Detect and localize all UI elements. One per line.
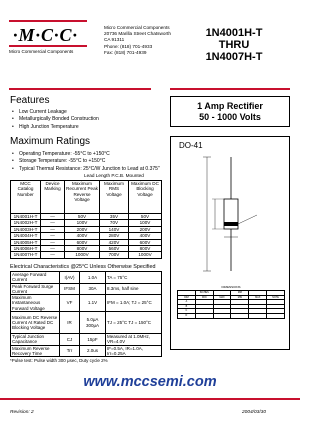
table-cell: 1N4003H-T: [11, 226, 41, 232]
rating-item: • Typical Thermal Resistance: 25°C/W Junction to Lead at 0.375": [12, 166, 160, 173]
table-cell: 1N4002H-T: [11, 220, 41, 226]
cathode-band: [224, 222, 238, 226]
address-line: Micro Commercial Components: [104, 25, 170, 30]
table-cell: 140V: [100, 226, 129, 232]
rating-item: • Operating Temperature: -55°C to +150°C: [12, 151, 160, 158]
ratings-list: [12, 151, 160, 173]
address-line: 20736 Marilla Street Chatsworth: [104, 31, 171, 37]
table-cell: 1000V: [129, 252, 162, 258]
table-row: [11, 312, 162, 334]
table-cell: 200V: [65, 226, 100, 232]
table-cell: [249, 313, 267, 318]
table-cell: 100V: [65, 220, 100, 226]
feature-item: • Metallurgically Bonded Construction: [12, 116, 99, 123]
table-cell: —: [41, 226, 65, 232]
revision-date: 2004/03/30: [242, 410, 267, 415]
feature-item: • Low Current Leakage: [12, 109, 99, 116]
rating-item: • Storage Temperature: -55°C to +150°C: [12, 158, 160, 165]
table-cell: INCHES: [195, 291, 213, 296]
table-cell: Maximum DC Reverse Current At Rated DC Blocking Voltage: [11, 312, 60, 334]
feature-item: • High Junction Temperature: [12, 124, 99, 131]
table-cell: 400V: [129, 233, 162, 239]
table-cell: 5.0μA 300μA: [80, 312, 106, 334]
company-address: [104, 25, 171, 56]
table-cell: 600V: [65, 239, 100, 245]
table-cell: IR: [60, 312, 80, 334]
table-cell: 800V: [129, 246, 162, 252]
table-cell: Average Forward Current: [11, 272, 60, 284]
table-cell: 50V: [65, 214, 100, 220]
table-cell: [195, 313, 213, 318]
address-line: CA 91311: [104, 37, 125, 43]
ratings-header-cell: Maximum RMS Voltage: [100, 181, 129, 214]
table-cell: VF: [60, 295, 80, 312]
table-cell: Typical Junction Capacitance: [11, 334, 60, 346]
table-cell: Peak Forward Surge Current: [11, 283, 60, 295]
table-cell: —: [41, 214, 65, 220]
dimensions-table: [177, 290, 285, 319]
ratings-header-cell: MCC Catalog Number: [11, 181, 41, 214]
table-cell: 70V: [100, 220, 129, 226]
address-line: Fax: (818) 701-4939: [104, 49, 147, 55]
table-cell: TJ = 25°C TJ = 150°C: [106, 312, 162, 334]
table-cell: —: [41, 239, 65, 245]
electrical-heading: Electrical Characteristics @25°C Unless Otherwise Specified: [10, 264, 156, 270]
electrical-table: [10, 271, 162, 357]
website-link[interactable]: www.mccsemi.com: [83, 374, 217, 390]
logo-tagline: Micro Commercial Components: [9, 49, 74, 54]
table-cell: 15pF: [80, 334, 106, 346]
table-cell: 1N4005H-T: [11, 239, 41, 245]
table-cell: Maximum Instantaneous Forward Voltage: [11, 295, 60, 312]
logo-bottom-bar: [9, 45, 87, 47]
table-cell: —: [41, 220, 65, 226]
table-row: [11, 334, 162, 346]
table-cell: 1N4001H-T: [11, 214, 41, 220]
footer-rule: [0, 398, 300, 400]
pulse-test-note: *Pulse test: Pulse width 300 μsec, Duty cycle 2%: [10, 358, 108, 363]
description-rule: [170, 88, 290, 90]
table-cell: —: [41, 252, 65, 258]
table-cell: MIN: [231, 295, 249, 300]
logo-top-bar: [9, 20, 87, 22]
table-cell: NOTE: [267, 295, 285, 300]
table-cell: 50V: [129, 214, 162, 220]
table-cell: MIN: [195, 295, 213, 300]
table-cell: MAX: [249, 295, 267, 300]
table-row: [11, 272, 162, 284]
package-title: DO-41: [179, 141, 203, 150]
table-row: [11, 295, 162, 312]
features-rule: [9, 88, 151, 90]
mcc-logo: [9, 14, 97, 58]
table-cell: [267, 313, 285, 318]
package-outline-drawing: [177, 155, 285, 275]
table-cell: —: [41, 246, 65, 252]
table-cell: CJ: [60, 334, 80, 346]
table-cell: I(AV): [60, 272, 80, 284]
features-heading: Features: [10, 95, 50, 106]
table-cell: 1N4007H-T: [11, 252, 41, 258]
table-row: [11, 283, 162, 295]
table-cell: DIM: [178, 295, 196, 300]
table-cell: 400V: [65, 233, 100, 239]
ratings-header-cell: Maximum DC Blocking Voltage: [129, 181, 162, 214]
table-cell: 280V: [100, 233, 129, 239]
table-cell: 30A: [80, 283, 106, 295]
table-cell: [213, 313, 231, 318]
ratings-table: [10, 180, 162, 259]
package-box: [170, 136, 290, 350]
table-cell: A: [178, 300, 196, 305]
ratings-header-cell: Maximum Recurrent Peak Reverse Voltage: [65, 181, 100, 214]
ratings-header-row: [11, 181, 162, 214]
dimensions-heading: DIMENSIONS: [221, 285, 241, 289]
table-cell: Maximum Reverse Recovery Time: [11, 345, 60, 357]
table-cell: 200V: [129, 226, 162, 232]
description-rating: 1 Amp Rectifier: [197, 101, 263, 111]
table-cell: 1N4006H-T: [11, 246, 41, 252]
table-cell: 700V: [100, 252, 129, 258]
revision-label: Revision: 2: [10, 410, 34, 415]
description-voltage: 50 - 1000 Volts: [199, 112, 261, 122]
table-cell: IF=0.5A, IR=1.0A, Irr=0.25A: [106, 345, 162, 357]
cathode-leader: [238, 215, 257, 224]
table-cell: 420V: [100, 239, 129, 245]
table-cell: MAX: [213, 295, 231, 300]
table-cell: C: [178, 309, 196, 314]
table-cell: 800V: [65, 246, 100, 252]
part-number-last: 1N4007H-T: [205, 51, 263, 63]
ratings-heading: Maximum Ratings: [10, 136, 91, 147]
part-number-thru: THRU: [218, 39, 250, 51]
lead-length-note: Lead Length P.C.B. Mounted: [84, 173, 144, 178]
table-cell: [231, 313, 249, 318]
ratings-header-cell: Device Marking: [41, 181, 65, 214]
table-cell: IFM = 1.0A; TJ = 25°C: [106, 295, 162, 312]
table-row: [178, 313, 285, 318]
features-list: [12, 109, 99, 131]
table-row: [11, 345, 162, 357]
table-cell: 100V: [129, 220, 162, 226]
part-number-first: 1N4001H-T: [205, 27, 263, 39]
table-cell: 1.0A: [80, 272, 106, 284]
table-cell: 600V: [129, 239, 162, 245]
table-cell: D: [178, 313, 196, 318]
table-cell: TA = 75°C: [106, 272, 162, 284]
table-cell: Trr: [60, 345, 80, 357]
table-cell: 560V: [100, 246, 129, 252]
table-cell: 2.0us: [80, 345, 106, 357]
table-cell: 1.1V: [80, 295, 106, 312]
table-cell: B: [178, 304, 196, 309]
table-row: [11, 252, 162, 258]
table-cell: Measured at 1.0MHz, VR=4.0V: [106, 334, 162, 346]
table-cell: —: [41, 233, 65, 239]
table-cell: MM: [231, 291, 249, 296]
address-line: Phone: (818) 701-4933: [104, 43, 153, 49]
description-box: [170, 96, 290, 127]
table-cell: IFSM: [60, 283, 80, 295]
logo-letters: ·M·C·C·: [13, 25, 79, 45]
part-number-block: [184, 27, 284, 63]
table-cell: 35V: [100, 214, 129, 220]
table-cell: 8.3ms, half sine: [106, 283, 162, 295]
table-cell: 1N4004H-T: [11, 233, 41, 239]
table-cell: 1000V: [65, 252, 100, 258]
